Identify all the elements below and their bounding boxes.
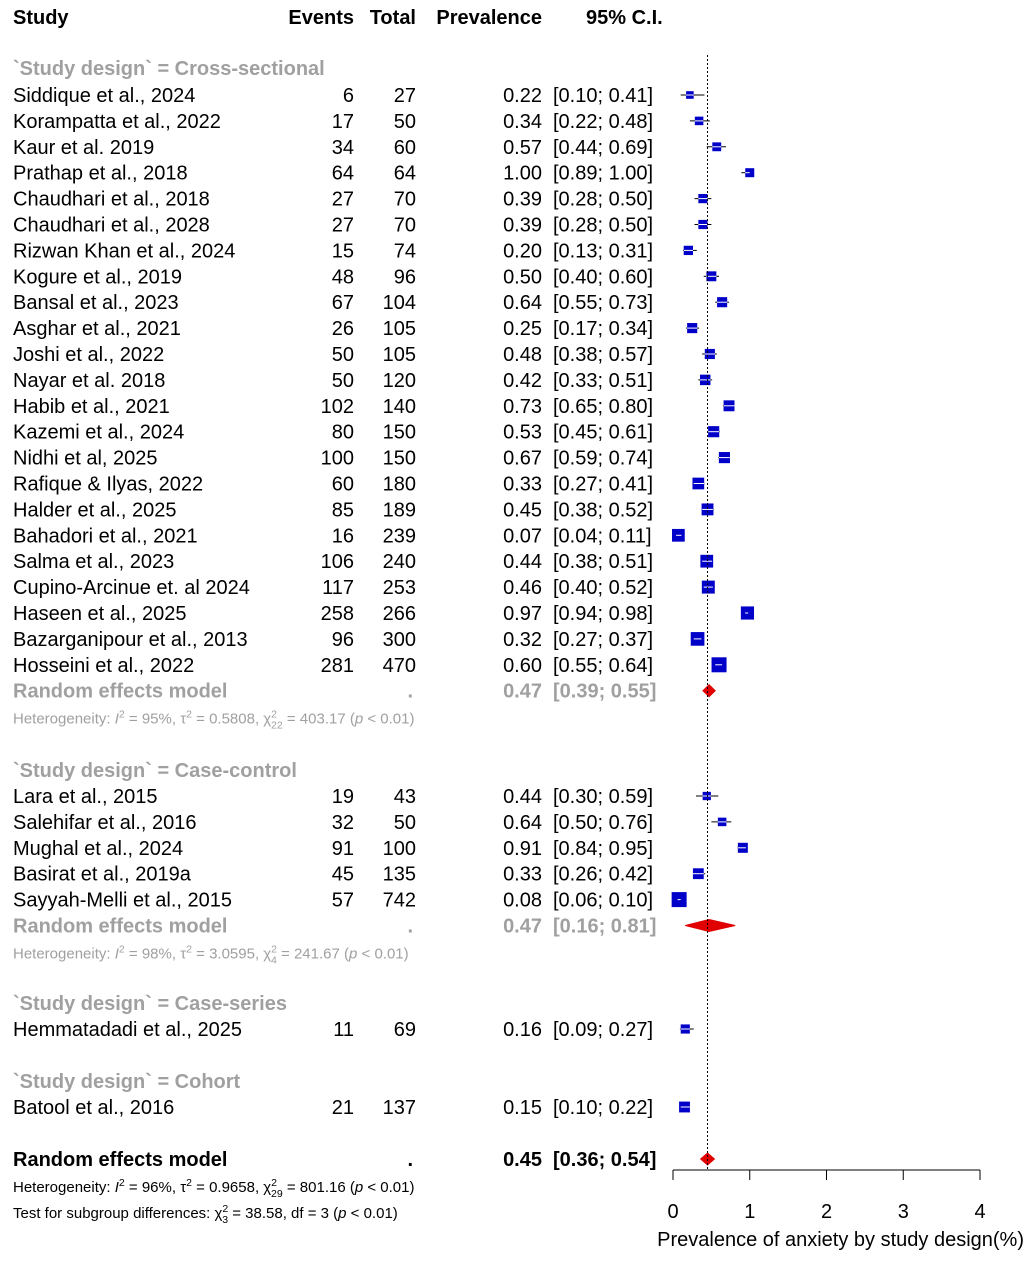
x-axis-tick-label: 2: [820, 1201, 833, 1223]
study-events: 48: [331, 266, 354, 289]
study-name: Cupino-Arcinue et. al 2024: [13, 577, 250, 600]
subgroup-model-prevalence: 0.47: [503, 915, 542, 938]
x-axis-tick-label: 3: [897, 1201, 909, 1223]
study-name: Sayyah-Melli et al., 2015: [13, 889, 233, 912]
x-axis-label: Prevalence of anxiety by study design(%): [657, 1229, 1024, 1251]
study-prevalence: 0.91: [503, 837, 542, 860]
study-name: Hemmatadadi et al., 2025: [13, 1019, 243, 1041]
study-total: 120: [382, 369, 416, 392]
subgroup-test: Test for subgroup differences: $\chi^2$ 3 = 38.58, df = 3 (p < 0.01): [13, 1203, 398, 1226]
study-prevalence: 0.44: [503, 551, 542, 574]
study-events: 100: [320, 447, 354, 470]
study-ci: [0.10; 0.22]: [553, 1097, 654, 1119]
study-prevalence: 0.16: [503, 1019, 542, 1041]
subgroup-diamond: [703, 685, 715, 697]
study-total: 27: [393, 85, 416, 107]
study-ci: [0.94; 0.98]: [553, 603, 654, 625]
x-axis-tick-label: 0: [667, 1201, 679, 1223]
study-ci: [0.40; 0.60]: [553, 266, 654, 289]
study-events: 27: [331, 214, 354, 237]
study-ci: [0.40; 0.52]: [553, 577, 654, 600]
study-events: 117: [322, 577, 354, 600]
study-prevalence: 0.73: [503, 395, 542, 418]
study-prevalence: 0.07: [503, 525, 542, 548]
subgroup-model-events: .: [407, 915, 413, 938]
study-ci: [0.38; 0.57]: [553, 344, 654, 366]
study-events: 21: [331, 1097, 354, 1119]
study-total: 105: [382, 344, 416, 366]
study-ci: [0.22; 0.48]: [553, 110, 654, 133]
study-name: Mughal et al., 2024: [13, 837, 184, 860]
study-prevalence: 0.32: [503, 628, 542, 651]
study-name: Kazemi et al., 2024: [13, 421, 185, 444]
study-name: Chaudhari et al., 2018: [13, 188, 210, 211]
study-name: Korampatta et al., 2022: [13, 110, 221, 133]
study-total: 64: [393, 162, 416, 185]
study-ci: [0.45; 0.61]: [553, 421, 654, 444]
header-prevalence: Prevalence: [436, 7, 542, 29]
study-ci: [0.44; 0.69]: [553, 136, 654, 159]
overall-model-ci: [0.36; 0.54]: [553, 1149, 657, 1171]
study-name: Rafique & Ilyas, 2022: [13, 473, 204, 496]
study-prevalence: 0.57: [503, 136, 542, 159]
subgroup-label: `Study design` = Case-series: [13, 993, 287, 1015]
study-events: 64: [331, 162, 354, 185]
study-prevalence: 0.34: [503, 110, 542, 133]
study-ci: [0.10; 0.41]: [553, 85, 654, 107]
study-prevalence: 0.39: [503, 214, 542, 237]
study-name: Kaur et al. 2019: [13, 136, 155, 159]
study-ci: [0.27; 0.37]: [553, 628, 654, 651]
overall-model-prevalence: 0.45: [503, 1149, 542, 1171]
study-name: Basirat et al., 2019a: [13, 863, 191, 886]
study-ci: [0.59; 0.74]: [553, 447, 654, 470]
study-ci: [0.04; 0.11]: [553, 525, 652, 548]
study-name: Bansal et al., 2023: [13, 292, 179, 315]
study-total: 266: [382, 603, 416, 625]
study-events: 57: [331, 889, 354, 912]
study-ci: [0.55; 0.64]: [553, 654, 654, 677]
study-name: Joshi et al., 2022: [13, 344, 165, 366]
study-ci: [0.17; 0.34]: [553, 318, 654, 341]
study-events: 16: [331, 525, 354, 548]
study-events: 15: [331, 240, 354, 263]
study-name: Habib et al., 2021: [13, 395, 170, 418]
study-total: 43: [393, 786, 416, 808]
x-axis-tick-label: 4: [974, 1201, 986, 1223]
study-events: 102: [320, 395, 354, 418]
study-total: 100: [382, 837, 416, 860]
study-ci: [0.65; 0.80]: [553, 395, 654, 418]
study-ci: [0.55; 0.73]: [553, 292, 654, 315]
x-axis-tick-label: 1: [744, 1201, 756, 1223]
header-total: Total: [369, 7, 416, 29]
study-total: 50: [393, 811, 416, 834]
study-prevalence: 0.33: [503, 863, 542, 886]
study-total: 50: [393, 110, 416, 133]
study-ci: [0.27; 0.41]: [553, 473, 654, 496]
study-prevalence: 0.44: [503, 786, 542, 808]
study-events: 258: [320, 603, 354, 625]
study-total: 105: [382, 318, 416, 341]
study-ci: [0.84; 0.95]: [553, 837, 654, 860]
study-ci: [0.28; 0.50]: [553, 214, 654, 237]
subgroup-model-label: Random effects model: [13, 680, 228, 703]
study-ci: [0.06; 0.10]: [553, 889, 654, 912]
study-name: Kogure et al., 2019: [13, 266, 183, 289]
study-prevalence: 0.15: [503, 1097, 542, 1119]
study-prevalence: 0.22: [503, 85, 542, 107]
study-name: Asghar et al., 2021: [13, 318, 181, 341]
study-name: Bazarganipour et al., 2013: [13, 628, 248, 651]
study-ci: [0.50; 0.76]: [553, 811, 654, 834]
study-total: 240: [382, 551, 416, 574]
study-ci: [0.89; 1.00]: [553, 162, 654, 185]
study-prevalence: 0.20: [503, 240, 542, 263]
study-prevalence: 0.60: [503, 654, 542, 677]
study-events: 96: [331, 628, 354, 651]
study-total: 300: [382, 628, 416, 651]
study-prevalence: 0.67: [503, 447, 542, 470]
study-prevalence: 0.53: [503, 421, 542, 444]
study-prevalence: 0.33: [503, 473, 542, 496]
study-events: 281: [320, 654, 354, 677]
study-prevalence: 0.08: [503, 889, 542, 912]
study-events: 80: [331, 421, 354, 444]
study-events: 27: [331, 188, 354, 211]
study-ci: [0.30; 0.59]: [553, 786, 654, 808]
study-events: 106: [320, 551, 354, 574]
study-name: Chaudhari et al., 2028: [13, 214, 210, 237]
study-events: 19: [331, 786, 354, 808]
study-events: 91: [331, 837, 354, 860]
study-events: 6: [342, 85, 354, 107]
study-ci: [0.38; 0.51]: [553, 551, 654, 574]
study-events: 85: [331, 499, 354, 522]
study-ci: [0.13; 0.31]: [553, 240, 654, 263]
subgroup-model-events: .: [407, 680, 413, 703]
subgroup-model-ci: [0.16; 0.81]: [553, 915, 657, 938]
study-name: Batool et al., 2016: [13, 1097, 175, 1119]
study-total: 96: [393, 266, 416, 289]
study-name: Salehifar et al., 2016: [13, 811, 197, 834]
subgroup-model-ci: [0.39; 0.55]: [553, 680, 657, 703]
study-total: 140: [382, 395, 416, 418]
study-total: 150: [382, 421, 416, 444]
study-prevalence: 0.64: [503, 292, 542, 315]
subgroup-label: `Study design` = Cohort: [13, 1071, 241, 1093]
study-events: 17: [331, 110, 354, 133]
overall-model-label: Random effects model: [13, 1149, 228, 1171]
header-ci: 95% C.I.: [586, 7, 663, 29]
overall-model-events: .: [407, 1149, 413, 1171]
study-ci: [0.38; 0.52]: [553, 499, 654, 522]
study-ci: [0.09; 0.27]: [553, 1019, 654, 1041]
study-name: Lara et al., 2015: [13, 786, 158, 808]
header-events: Events: [288, 7, 354, 29]
study-total: 150: [382, 447, 416, 470]
study-name: Nidhi et al, 2025: [13, 447, 158, 470]
study-name: Prathap et al., 2018: [13, 162, 188, 185]
study-total: 137: [382, 1097, 416, 1119]
study-name: Siddique et al., 2024: [13, 85, 196, 107]
study-total: 180: [382, 473, 416, 496]
study-prevalence: 0.45: [503, 499, 542, 522]
study-events: 34: [331, 136, 354, 159]
study-total: 69: [393, 1019, 416, 1041]
subgroup-model-prevalence: 0.47: [503, 680, 542, 703]
study-name: Halder et al., 2025: [13, 499, 177, 522]
study-name: Haseen et al., 2025: [13, 603, 187, 625]
study-total: 70: [393, 188, 416, 211]
study-events: 11: [333, 1019, 354, 1041]
study-prevalence: 0.39: [503, 188, 542, 211]
study-total: 742: [382, 889, 416, 912]
study-ci: [0.26; 0.42]: [553, 863, 654, 886]
study-ci: [0.28; 0.50]: [553, 188, 654, 211]
study-total: 74: [393, 240, 416, 263]
study-events: 67: [331, 292, 354, 315]
subgroup-diamond: [685, 920, 735, 932]
study-name: Bahadori et al., 2021: [13, 525, 198, 548]
study-total: 470: [382, 654, 416, 677]
study-events: 32: [331, 811, 354, 834]
study-events: 26: [331, 318, 354, 341]
study-prevalence: 0.42: [503, 369, 542, 392]
study-events: 60: [331, 473, 354, 496]
overall-heterogeneity: Heterogeneity: $I^2 = 96\%$, $\tau^2 = 0.9658$, $\chi^2$ 29 = 801.16 (p < 0.01): [13, 1177, 415, 1200]
subgroup-heterogeneity: Heterogeneity: $I^2 = 98\%$, $\tau^2 = 3.0595$, $\chi^2$ 4 = 241.67 (p < 0.01): [13, 943, 409, 967]
study-prevalence: 0.64: [503, 811, 542, 834]
study-events: 50: [331, 344, 354, 366]
study-total: 239: [382, 525, 416, 548]
study-total: 60: [393, 136, 416, 159]
study-name: Hosseini et al., 2022: [13, 654, 195, 677]
study-total: 70: [393, 214, 416, 237]
study-prevalence: 1.00: [503, 162, 542, 185]
study-total: 189: [382, 499, 416, 522]
study-prevalence: 0.46: [503, 577, 542, 600]
subgroup-heterogeneity: Heterogeneity: $I^2 = 95\%$, $\tau^2 = 0.5808$, $\chi^2$ 22 = 403.17 (p < 0.01): [13, 708, 415, 732]
study-name: Nayar et al. 2018: [13, 369, 166, 392]
study-total: 104: [382, 292, 416, 315]
header-study: Study: [13, 7, 69, 29]
study-prevalence: 0.48: [503, 344, 542, 366]
study-ci: [0.33; 0.51]: [553, 369, 654, 392]
study-prevalence: 0.25: [503, 318, 542, 341]
study-prevalence: 0.97: [503, 603, 542, 625]
study-prevalence: 0.50: [503, 266, 542, 289]
study-total: 135: [382, 863, 416, 886]
subgroup-label: `Study design` = Case-control: [13, 760, 297, 782]
subgroup-label: `Study design` = Cross-sectional: [13, 58, 325, 80]
subgroup-model-label: Random effects model: [13, 915, 228, 938]
study-name: Salma et al., 2023: [13, 551, 175, 574]
study-events: 45: [331, 863, 354, 886]
study-name: Rizwan Khan et al., 2024: [13, 240, 236, 263]
study-total: 253: [382, 577, 416, 600]
study-events: 50: [331, 369, 354, 392]
